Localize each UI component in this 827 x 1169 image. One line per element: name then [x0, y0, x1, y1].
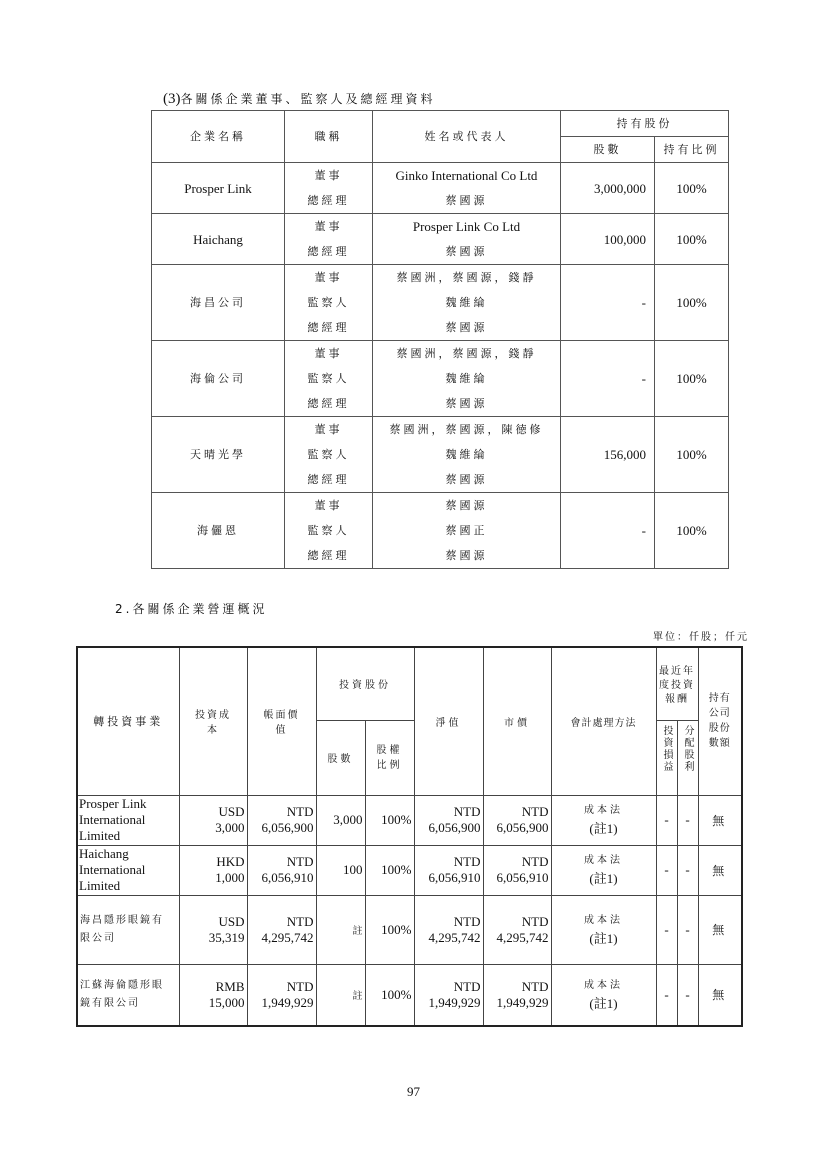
- header-shares: 股數: [561, 137, 655, 163]
- holding-amount: 無: [698, 845, 742, 895]
- table-row: [152, 493, 729, 569]
- header-position: 職稱: [285, 111, 373, 163]
- holding-amount: 無: [698, 795, 742, 845]
- investment-cost: USD 3,000: [179, 795, 247, 845]
- investment-cost: HKD 1,000: [179, 845, 247, 895]
- table-row: [77, 795, 742, 845]
- header-holding: 持有股份: [561, 111, 729, 137]
- net-value: NTD 1,949,929: [414, 964, 483, 1026]
- position: 董事: [314, 423, 343, 436]
- representative-name: 魏維綸: [445, 448, 488, 461]
- ratio-value: 100%: [655, 417, 729, 493]
- investment-gain: -: [656, 795, 677, 845]
- position: 監察人: [307, 296, 350, 309]
- position: 總經理: [307, 473, 350, 486]
- shares-value: -: [561, 341, 655, 417]
- representative-name: 蔡國源: [445, 473, 488, 486]
- shares-value: 100: [316, 845, 365, 895]
- company-name: 海儷恩: [152, 493, 285, 569]
- unit-note: 單位：仟股；仟元: [653, 632, 749, 643]
- position: 董事: [314, 347, 343, 360]
- table-row: [152, 341, 729, 417]
- representative-name: 蔡國洲，蔡國源，錢靜: [396, 347, 537, 360]
- equity-ratio: 100%: [365, 845, 414, 895]
- position: 董事: [314, 169, 343, 182]
- shares-value: 100,000: [561, 214, 655, 265]
- representative-name: 蔡國源: [445, 499, 488, 512]
- section1-title-text: 各關係企業董事、監察人及總經理資料: [180, 92, 436, 106]
- company-name: Haichang: [152, 214, 285, 265]
- representative-name: 蔡國源: [445, 397, 488, 410]
- header-investment-gain: 投資損益: [656, 720, 677, 795]
- position-cell: [285, 163, 373, 214]
- name-cell: [373, 341, 561, 417]
- ratio-value: 100%: [655, 163, 729, 214]
- shares-value: 註: [316, 964, 365, 1026]
- company-name: 海倫公司: [152, 341, 285, 417]
- investment-gain: -: [656, 964, 677, 1026]
- accounting-method: 成本法 (註1): [551, 845, 656, 895]
- investee-name: 海昌隱形眼鏡有 限公司: [77, 895, 179, 964]
- name-cell: [373, 265, 561, 341]
- representative-name: 蔡國正: [445, 524, 488, 537]
- page-number: 97: [407, 1084, 420, 1099]
- header-market-value: 市價: [483, 647, 551, 795]
- position: 監察人: [307, 372, 350, 385]
- shares-value: 3,000,000: [561, 163, 655, 214]
- dividends: -: [677, 964, 698, 1026]
- position-cell: [285, 493, 373, 569]
- net-value: NTD 6,056,900: [414, 795, 483, 845]
- representative-name: 蔡國源: [445, 194, 488, 207]
- book-value: NTD 6,056,900: [247, 795, 316, 845]
- ratio-value: 100%: [655, 265, 729, 341]
- investee-name: 江蘇海倫隱形眼 鏡有限公司: [77, 964, 179, 1026]
- operations-table: [76, 646, 743, 1027]
- header-investment-cost: 投資成本: [179, 647, 247, 795]
- investment-gain: -: [656, 845, 677, 895]
- section1-title: [163, 90, 436, 108]
- name-cell: [373, 163, 561, 214]
- accounting-method: 成本法 (註1): [551, 964, 656, 1026]
- dividends: -: [677, 845, 698, 895]
- representative-name: Ginko International Co Ltd: [395, 168, 538, 183]
- company-name: Prosper Link: [152, 163, 285, 214]
- market-value: NTD 1,949,929: [483, 964, 551, 1026]
- position: 總經理: [307, 397, 350, 410]
- market-value: NTD 6,056,910: [483, 845, 551, 895]
- investment-cost: USD 35,319: [179, 895, 247, 964]
- investment-gain: -: [656, 895, 677, 964]
- directors-table: [151, 110, 729, 569]
- market-value: NTD 6,056,900: [483, 795, 551, 845]
- header-shareholding: 投資股份: [316, 647, 414, 720]
- position: 總經理: [307, 321, 350, 334]
- market-value: NTD 4,295,742: [483, 895, 551, 964]
- accounting-method: 成本法 (註1): [551, 895, 656, 964]
- header-shares: 股數: [316, 720, 365, 795]
- representative-name: 蔡國源: [445, 549, 488, 562]
- representative-name: 蔡國洲，蔡國源，錢靜: [396, 271, 537, 284]
- equity-ratio: 100%: [365, 895, 414, 964]
- position-cell: [285, 341, 373, 417]
- header-dividends: 分配股利: [677, 720, 698, 795]
- header-investee: 轉投資事業: [77, 647, 179, 795]
- position: 總經理: [307, 549, 350, 562]
- accounting-method: 成本法 (註1): [551, 795, 656, 845]
- table-row: [152, 417, 729, 493]
- header-company: 企業名稱: [152, 111, 285, 163]
- section1-title-prefix: (3): [163, 91, 181, 107]
- investee-name: Prosper Link International Limited: [77, 795, 179, 845]
- shares-value: 註: [316, 895, 365, 964]
- book-value: NTD 4,295,742: [247, 895, 316, 964]
- table-row: [77, 845, 742, 895]
- name-cell: [373, 214, 561, 265]
- table-row: [152, 214, 729, 265]
- header-accounting-method: 會計處理方法: [551, 647, 656, 795]
- representative-name: 蔡國源: [445, 321, 488, 334]
- table-row: [77, 964, 742, 1026]
- table-row: [77, 895, 742, 964]
- book-value: NTD 1,949,929: [247, 964, 316, 1026]
- shares-value: 156,000: [561, 417, 655, 493]
- header-book-value: 帳面價值: [247, 647, 316, 795]
- net-value: NTD 6,056,910: [414, 845, 483, 895]
- representative-name: Prosper Link Co Ltd: [412, 219, 521, 234]
- dividends: -: [677, 795, 698, 845]
- investee-name: Haichang International Limited: [77, 845, 179, 895]
- position-cell: [285, 417, 373, 493]
- position: 總經理: [307, 194, 350, 207]
- name-cell: [373, 493, 561, 569]
- book-value: NTD 6,056,910: [247, 845, 316, 895]
- position-cell: [285, 265, 373, 341]
- position: 監察人: [307, 448, 350, 461]
- investment-cost: RMB 15,000: [179, 964, 247, 1026]
- position: 監察人: [307, 524, 350, 537]
- shares-value: 3,000: [316, 795, 365, 845]
- equity-ratio: 100%: [365, 964, 414, 1026]
- header-holding-amount: 持有公司股份數額: [698, 647, 742, 795]
- shares-value: -: [561, 493, 655, 569]
- table-row: [152, 265, 729, 341]
- section2-title: 2.各關係企業營運概況: [115, 602, 268, 616]
- company-name: 海昌公司: [152, 265, 285, 341]
- position: 董事: [314, 499, 343, 512]
- company-name: 天晴光學: [152, 417, 285, 493]
- representative-name: 魏維綸: [445, 372, 488, 385]
- position: 董事: [314, 220, 343, 233]
- header-recent-return: 最近年度投資報酬: [656, 647, 698, 720]
- position: 總經理: [307, 245, 350, 258]
- representative-name: 蔡國洲，蔡國源，陳徳修: [389, 423, 544, 436]
- representative-name: 蔡國源: [445, 245, 488, 258]
- header-net-value: 淨值: [414, 647, 483, 795]
- equity-ratio: 100%: [365, 795, 414, 845]
- representative-name: 魏維綸: [445, 296, 488, 309]
- ratio-value: 100%: [655, 214, 729, 265]
- table-row: [152, 163, 729, 214]
- name-cell: [373, 417, 561, 493]
- shares-value: -: [561, 265, 655, 341]
- ratio-value: 100%: [655, 341, 729, 417]
- holding-amount: 無: [698, 964, 742, 1026]
- holding-amount: 無: [698, 895, 742, 964]
- header-ratio: 持有比例: [655, 137, 729, 163]
- position-cell: [285, 214, 373, 265]
- ratio-value: 100%: [655, 493, 729, 569]
- net-value: NTD 4,295,742: [414, 895, 483, 964]
- header-representative: 姓名或代表人: [373, 111, 561, 163]
- position: 董事: [314, 271, 343, 284]
- header-equity-ratio: 股權比例: [365, 720, 414, 795]
- dividends: -: [677, 895, 698, 964]
